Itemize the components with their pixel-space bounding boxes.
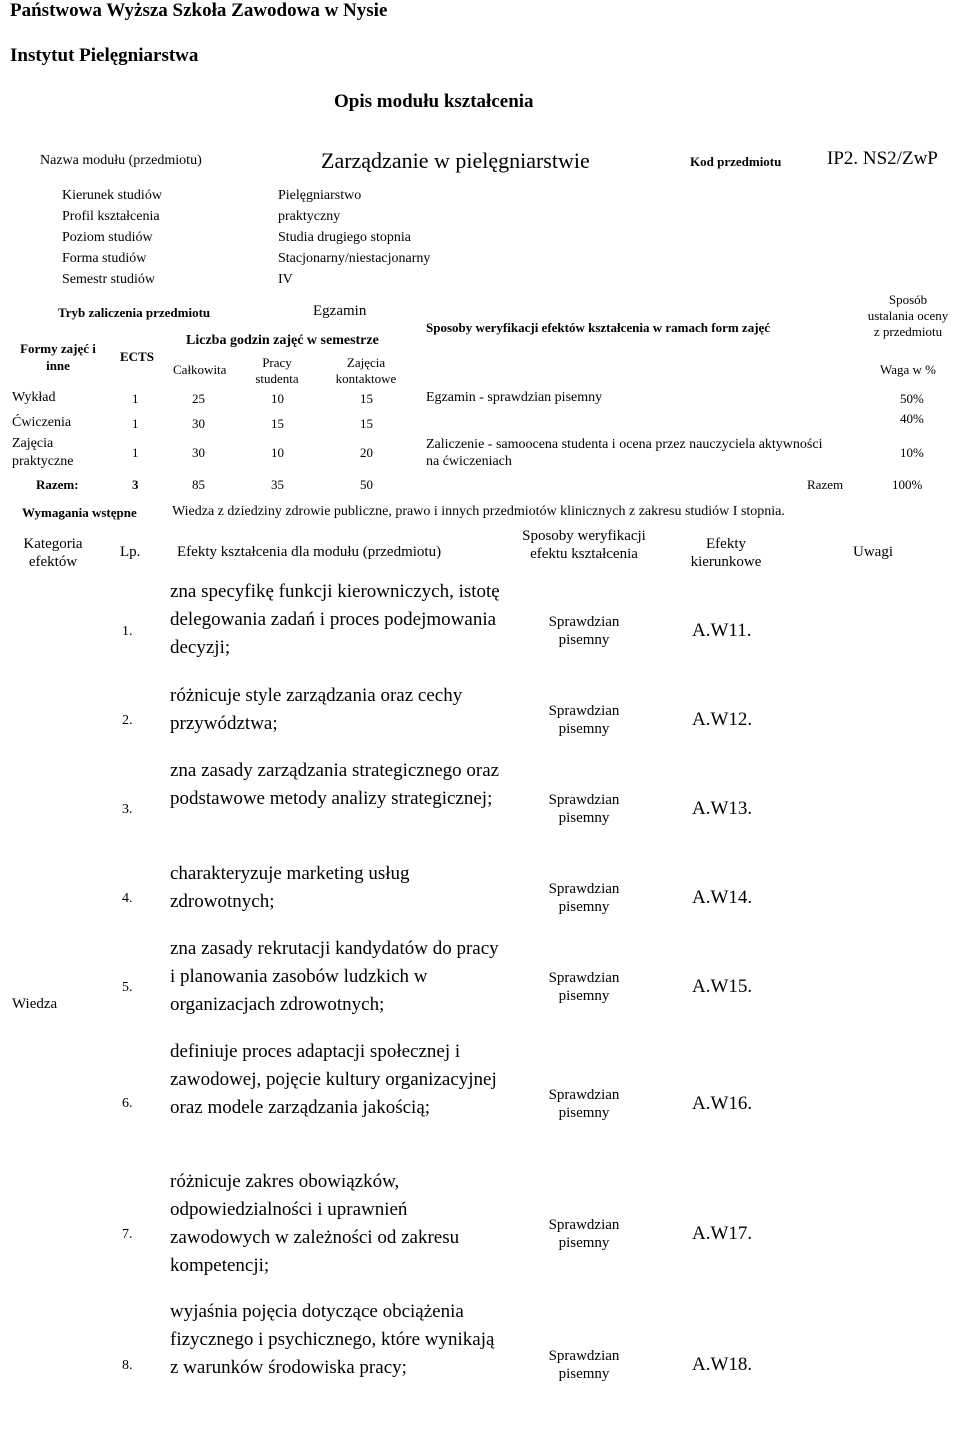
form-total-hours: 30 xyxy=(192,445,205,460)
form-ects: 1 xyxy=(132,391,139,406)
col-total-label: Całkowita xyxy=(173,362,227,377)
col-outcome-header: Efekty kształcenia dla modułu (przedmiotu) xyxy=(177,544,442,560)
prerequisites-label: Wymagania wstępne xyxy=(22,505,137,520)
outcome-text: definiuje proces adaptacji społecznej i zawodowej, pojęcie kultury organizacyjnej oraz modele zarządzania jakością; xyxy=(170,1041,497,1118)
form-ects: 1 xyxy=(132,445,139,460)
info-value: IV xyxy=(278,272,293,287)
outcome-method: Sprawdzian pisemny xyxy=(548,792,620,826)
form-weight: 40% xyxy=(900,411,924,426)
form-contact-hours: 15 xyxy=(360,416,373,431)
outcome-method: Sprawdzian pisemny xyxy=(548,1087,620,1121)
outcome-lp: 4. xyxy=(122,891,133,906)
grade-method-label: Sposób ustalania oceny z przedmiotu xyxy=(867,292,949,339)
form-weight: 50% xyxy=(900,391,924,406)
module-name-label: Nazwa modułu (przedmiotu) xyxy=(40,153,202,168)
outcome-lp: 1. xyxy=(122,624,133,639)
col-category-header: Kategoria efektów xyxy=(23,536,83,570)
form-ects: 1 xyxy=(132,416,139,431)
col-method-header: Sposoby weryfikacji efektu kształcenia xyxy=(522,528,646,562)
outcome-method: Sprawdzian pisemny xyxy=(548,1348,620,1382)
form-verification: Egzamin - sprawdzian pisemny xyxy=(426,390,603,405)
outcome-text: różnicuje style zarządzania oraz cechy przywództwa; xyxy=(170,685,463,734)
form-name: Wykład xyxy=(12,390,56,405)
form-name: Ćwiczenia xyxy=(12,415,72,430)
outcome-lp: 7. xyxy=(122,1227,133,1242)
form-student-hours: 10 xyxy=(271,391,284,406)
col-student-label: Pracy studenta xyxy=(255,355,299,386)
module-name-value: Zarządzanie w pielęgniarstwie xyxy=(321,148,590,173)
outcome-lp: 5. xyxy=(122,980,133,995)
info-value: Stacjonarny/niestacjonarny xyxy=(278,251,431,266)
sum-student: 35 xyxy=(271,477,284,492)
category-label: Wiedza xyxy=(12,996,58,1012)
sum-contact: 50 xyxy=(360,477,373,492)
outcome-text: zna zasady rekrutacji kandydatów do pracy i planowania zasobów ludzkich w organizacjach zdrowotnych; xyxy=(170,938,499,1015)
sum-label: Razem: xyxy=(36,477,79,492)
info-label: Semestr studiów xyxy=(62,272,155,287)
form-weight: 10% xyxy=(900,445,924,460)
sum-ects: 3 xyxy=(132,477,139,492)
hours-label: Liczba godzin zajęć w semestrze xyxy=(186,333,379,348)
form-contact-hours: 15 xyxy=(360,391,373,406)
outcome-method: Sprawdzian pisemny xyxy=(548,1217,620,1251)
col-contact-label: Zajęcia kontaktowe xyxy=(335,355,397,386)
outcome-text: charakteryzuje marketing usług zdrowotnych; xyxy=(170,863,410,912)
verification-label: Sposoby weryfikacji efektów kształcenia w ramach form zajęć xyxy=(426,320,771,335)
module-code-label: Kod przedmiotu xyxy=(690,154,782,169)
form-name: Zajęcia praktyczne xyxy=(12,436,74,469)
info-label: Kierunek studiów xyxy=(62,188,162,203)
form-student-hours: 15 xyxy=(271,416,284,431)
outcome-lp: 3. xyxy=(122,802,133,817)
sum-total: 85 xyxy=(192,477,205,492)
form-contact-hours: 20 xyxy=(360,445,373,460)
info-value: praktyczny xyxy=(278,209,341,224)
col-code-header: Efekty kierunkowe xyxy=(690,536,762,570)
ects-label: ECTS xyxy=(120,349,154,364)
info-value: Pielęgniarstwo xyxy=(278,188,362,203)
outcome-text: różnicuje zakres obowiązków, odpowiedzialności i uprawnień zawodowych w zależności od zakresu kompetencji; xyxy=(170,1171,460,1276)
school-name: Państwowa Wyższa Szkoła Zawodowa w Nysie xyxy=(10,0,388,21)
forms-label: Formy zajęć i inne xyxy=(20,341,96,373)
outcome-code: A.W15. xyxy=(692,976,753,997)
module-code-value: IP2. NS2/ZwP xyxy=(827,148,938,169)
outcome-method: Sprawdzian pisemny xyxy=(548,881,620,915)
info-label: Forma studiów xyxy=(62,251,147,266)
outcome-text: zna zasady zarządzania strategicznego oraz podstawowe metody analizy strategicznej; xyxy=(170,760,500,809)
prerequisites-value: Wiedza z dziedziny zdrowie publiczne, prawo i innych przedmiotów klinicznych z zakresu studiów I stopnia. xyxy=(172,504,785,519)
outcome-code: A.W17. xyxy=(692,1223,753,1244)
weight-label: Waga w % xyxy=(880,362,936,377)
col-lp-header: Lp. xyxy=(120,544,141,560)
form-student-hours: 10 xyxy=(271,445,284,460)
outcome-lp: 2. xyxy=(122,713,133,728)
document-title: Opis modułu kształcenia xyxy=(334,91,534,112)
outcome-lp: 6. xyxy=(122,1096,133,1111)
assessment-mode-label: Tryb zaliczenia przedmiotu xyxy=(58,305,211,320)
outcome-method: Sprawdzian pisemny xyxy=(548,703,620,737)
info-label: Profil kształcenia xyxy=(62,209,160,224)
outcome-code: A.W14. xyxy=(692,887,753,908)
info-value: Studia drugiego stopnia xyxy=(278,230,411,245)
outcome-code: A.W12. xyxy=(692,709,753,730)
col-notes-header: Uwagi xyxy=(853,544,893,560)
outcome-code: A.W18. xyxy=(692,1354,753,1375)
assessment-mode-value: Egzamin xyxy=(313,303,367,319)
sum-label-weight: Razem xyxy=(807,477,844,492)
form-total-hours: 30 xyxy=(192,416,205,431)
outcome-method: Sprawdzian pisemny xyxy=(548,970,620,1004)
outcome-text: zna specyfikę funkcji kierowniczych, istotę delegowania zadań i proces podejmowania decyzji; xyxy=(170,581,500,658)
sum-weight: 100% xyxy=(892,477,923,492)
form-verification: Zaliczenie - samoocena studenta i ocena przez nauczyciela aktywności na ćwiczeniach xyxy=(426,437,823,469)
outcome-method: Sprawdzian pisemny xyxy=(548,614,620,648)
institute-name: Instytut Pielęgniarstwa xyxy=(10,45,199,66)
info-label: Poziom studiów xyxy=(62,230,153,245)
outcome-code: A.W13. xyxy=(692,798,753,819)
form-total-hours: 25 xyxy=(192,391,205,406)
outcome-lp: 8. xyxy=(122,1358,133,1373)
outcome-code: A.W11. xyxy=(692,620,752,641)
outcome-code: A.W16. xyxy=(692,1093,753,1114)
outcome-text: wyjaśnia pojęcia dotyczące obciążenia fizycznego i psychicznego, które wynikają z warunków środowiska pracy; xyxy=(170,1301,495,1378)
